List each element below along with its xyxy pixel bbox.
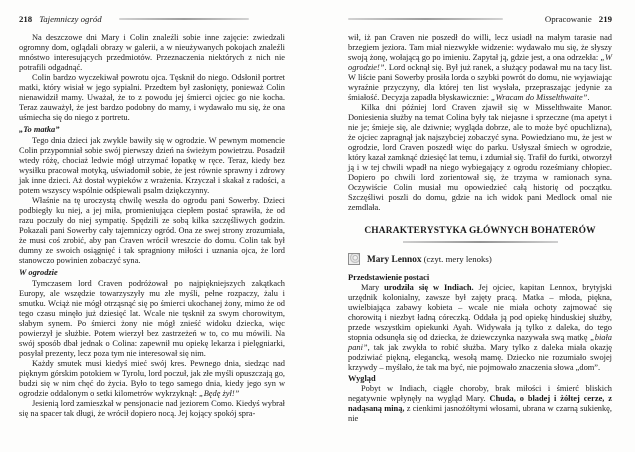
character-heading-mary: [348, 253, 612, 265]
paragraph-craven-travels: Tymczasem lord Craven podróżował po najpiękniejszych zakątkach Europy, ale wszędzie towarzyszyły mu złe myśli, pełne rozpaczy, żalu i smutku. Wciąż nie mógł otrząsnąć się po śmierci ukochanej żony, mimo że od tego czasu minęło już dziesięć lat. Wcale nie tęsknił za swym chorowitym, słabym synem. Po śmierci żony nie mógł znieść widoku dziecka, więc powierzył je służbie. Potem wierzył bez zastrzeżeń w to, co mu mówili. Na swój sposób dbał jednak o Colina: zapewnił mu opiekę lekarza i pielęgniarki, posyłał prezenty, lecz poza tym nie interesował się nim.: [19, 279, 285, 358]
bold-appearance: Chuda, o bladej i żółtej cerze, z nadąsaną miną,: [348, 394, 613, 413]
paragraph-text: wił, iż pan Craven nie poszedł do willi, lecz usiadł na małym tarasie nad brzegiem jeziora. Tam miał niezwykłe widzenie: wydawało mu się, że słyszy swoją żonę, wołającą go po imieniu. Zapytał ją, gdzie jest, a ona odrzekła:: [348, 33, 612, 62]
character-name-and-note: [367, 254, 492, 265]
running-title-right: Opracowanie: [544, 13, 592, 24]
subheading-w-ogrodzie: W ogrodzie: [19, 268, 58, 277]
paragraph-garden-day: Tego dnia dzieci jak zwykle bawiły się w ogrodzie. W pewnym momencie Colin przypomniał sobie swój pierwszy dzień na świeżym powietrzu. Posadził wtedy różę, chociaż ledwie mógł utrzymać łopatkę w ręce. Teraz, kiedy bez wysiłku pracował motyką, uświadomił sobie, że jest równie sprawny i zdrowy jak inne dzieci. Aż dostał wypieków z wrażenia. Krzyczał i skakał z radości, a potem wszyscy wspólnie odśpiewali psalm dziękczynny.: [19, 136, 285, 195]
subheading-to-matka: „To matka”: [19, 125, 60, 134]
paragraph-rainy-days: Na deszczowe dni Mary i Colin znaleźli sobie inne zajęcie: zwiedzali ogromny dom, oglądali obrazy w galerii, a w nieużywanych pokojach znaleźli mnóstwo interesujących przedmiotów. Przeznaczenia niektórych z nich nie potrafili odgadnąć.: [19, 33, 285, 72]
paragraph-mary-appearance: [348, 384, 612, 424]
page-number-right: 219: [598, 13, 612, 24]
page-219: [348, 13, 612, 424]
paragraph-text: Jej ojciec, kapitan Lennox, brytyjski urzędnik kolonialny, zawsze był zajęty pracą. Matka – młoda, piękna, uwielbiająca zabawy kobieta – wcale nie miała ochoty zajmować się chorowitą i niezbyt ładną córeczką. Oddała ją pod opiekę hinduskiej służby, przede wszystkim opiekunki Ayah. Widywała ją tylko z daleka, do tego stopnia odsunęła się od dziecka, że dziewczynka nazywała swą matkę: [348, 283, 613, 342]
quote-biala-pani: „biała pani”: [348, 333, 612, 352]
subheading-przedstawienie-postaci: Przedstawienie postaci: [348, 273, 430, 282]
paragraph-text: z cienkimi jasnożółtymi włosami, ubrana w czarną sukienkę, nie: [348, 404, 612, 423]
running-title-left: Tajemniczy ogród: [39, 13, 102, 24]
character-name: Mary Lennox: [367, 254, 422, 265]
paragraph-text: . Lord ocknął się. Był już ranek, a służący podawał mu na tacy list. W liście pani Sowerby prosiła lorda o szybki powrót do domu, nie wyjawiając wyraźnie przyczyny, dla której ten list wysłała, przepraszając jedynie za śmiałość. Decyzja zapadła błyskawicznie:: [348, 63, 612, 102]
quote-bede-zyl: „Będę żył!”: [199, 389, 240, 398]
page-number-left: 218: [19, 13, 33, 24]
paragraph-mary-background: [348, 283, 612, 373]
page-body-right: [348, 33, 612, 424]
header-rule-right: [348, 18, 503, 20]
paragraph-tyrol: [19, 359, 285, 399]
character-pronunciation: (czyt. mery lenoks): [423, 253, 492, 264]
paragraph-text: Mary: [361, 283, 385, 292]
rose-ornament-icon: [348, 253, 360, 265]
paragraph-text: Każdy smutek musi kiedyś mieć swój kres. Pewnego dnia, siedząc nad pięknym górskim potokiem w Tyrolu, lord poczuł, jak złe myśli opuszczają go, budzi się w nim chęć do życia. Było to tego samego dnia, kiedy jego syn w ogrodzie oddalonym o setki kilometrów wykrzyknął:: [19, 359, 285, 398]
page-218: [19, 13, 285, 419]
bold-born-in-india: urodziła się w Indiach.: [384, 283, 474, 292]
paragraph-text: Pobyt w Indiach, ciągłe choroby, brak miłości i śmierć bliskich negatywnie wpłynęły na wygląd Mary.: [348, 384, 612, 403]
page-header-left: [19, 13, 285, 24]
paragraph-text: , tak jak zwykła to robić służba. Mary tylko z daleka miała okazję podziwiać piękną, elegancką, wesołą mamę. Dziecko nie rozumiało swojej krzywdy – myślało, że tak ma być, nie pojmowało znaczenia słowa „dom”.: [348, 343, 612, 372]
page-header-right: [348, 13, 612, 24]
paragraph-text: .: [587, 93, 590, 102]
section-title-rule: [403, 241, 558, 243]
quote-w-ogrodzie: „W ogrodzie!”: [348, 53, 612, 72]
paragraph-return-misselthwaite: Kilka dni później lord Craven zjawił się w Misselthwaite Manor. Doniesienia służby na temat Colina były tak niejasne i sprzeczne (ma apetyt i nie je; śmieje się, ale dziwnie; wygląda dobrze, ale to może być opuchlizna), że ojciec zapragnął jak najszybciej zobaczyć syna. Powiedziano mu, że jest w ogrodzie, lord Craven poszedł więc do parku. Usłyszał śmiech w ogrodzie, który kazał zamknąć dziesięć lat temu, i zdumiał się. Trafił do furtki, otworzył ją i w tej chwili wpadł na niego wybiegający z ogrodu roześmiany chłopiec. Dopiero po chwili lord zorientował się, że trzyma w ramionach syna. Oczywiście Colin musiał mu opowiedzieć całą historię od początku. Szczęśliwi poszli do domu, gdzie na ich widok pani Medlock omal nie zemdlała.: [348, 103, 612, 212]
header-rule-left: [119, 18, 249, 20]
paragraph-vision: [348, 33, 612, 103]
subheading-wyglad: Wygląd: [348, 374, 376, 383]
paragraph-sowerby-visit: Właśnie na tę uroczystą chwilę weszła do ogrodu pani Sowerby. Dzieci podbiegły ku niej, a jej miła, promieniująca ciepłem postać sprawiła, że od razu poczuły do niej sympatię. Spędzili ze sobą kilka szczęśliwych godzin. Pokazali pani Sowerby cały tajemniczy ogród. Ona ze swej strony zrozumiała, że musi coś zrobić, aby pan Craven wrócił wreszcie do domu. Colin tak był dumny ze swoich osiągnięć i tak spragniony miłości i uznania ojca, że lord stanowczo powinien zobaczyć syna.: [19, 196, 285, 265]
quote-wracam: „Wracam do Misselthwaite”: [491, 93, 588, 102]
paragraph-como: Jesienią lord zamieszkał w pensjonacie nad jeziorem Como. Kiedyś wybrał się na spacer tak długi, że wrócił dopiero nocą. Jej kojący spokój spra-: [19, 399, 285, 418]
section-title-characters: CHARAKTERYSTYKA GŁÓWNYCH BOHATERÓW: [364, 226, 596, 236]
page-body-left: [19, 33, 285, 419]
paragraph-colin-portrait: Colin bardzo wyczekiwał powrotu ojca. Tęsknił do niego. Odsłonił portret matki, który wisiał w jego sypialni. Przedtem był zasłonięty, ponieważ Colin nienawidził mamy. Uważał, że to z powodu jej śmierci ojciec go nie kocha. Teraz zauważył, że jest bardzo podobny do mamy, i wydawało mu się, że ona uśmiecha się do niego z portretu.: [19, 73, 285, 122]
